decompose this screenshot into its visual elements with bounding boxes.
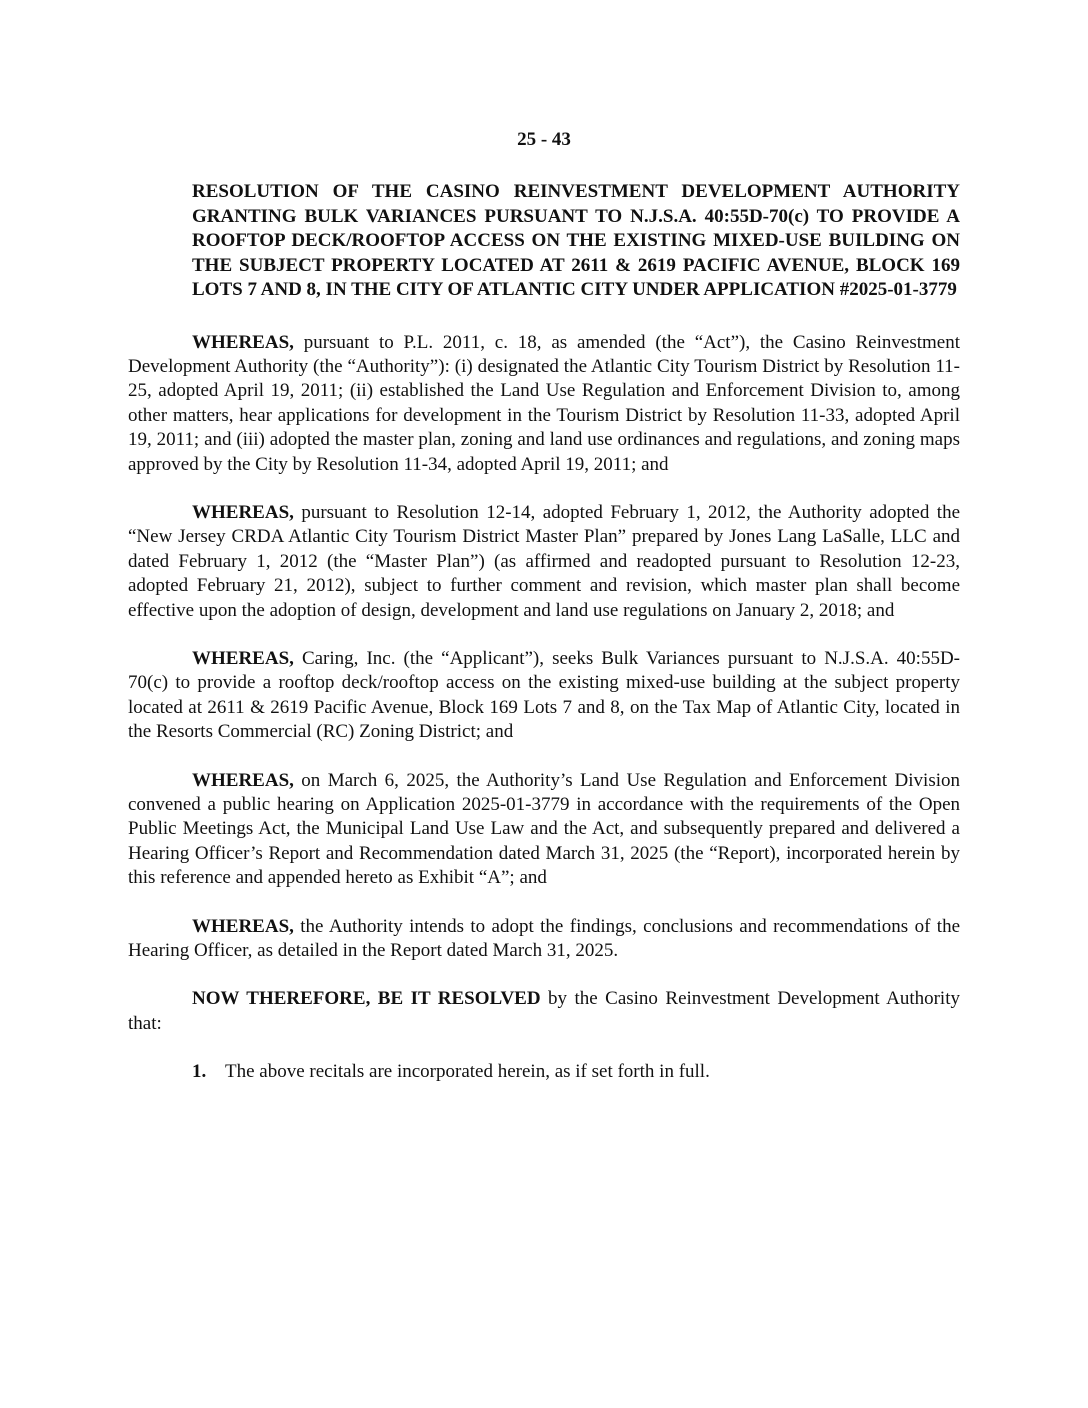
paragraph-text: on March 6, 2025, the Authority’s Land Use Regulation and Enforcement Division convened a public hearing on Application 2025-01-3779 in accordance with the requirements of the Open Public Meetings Act, the Municipal Land Use Law and the Act, and subsequently prepared and delivered a Hearing Officer’s Report and Recommendation dated March 31, 2025 (the “Report), incorporated herein by this reference and appended hereto as Exhibit “A”; and [128,769,960,889]
paragraph-text: pursuant to P.L. 2011, c. 18, as amended (the “Act”), the Casino Reinvestment Development Authority (the “Authority”): (i) designated the Atlantic City Tourism District by Resolution 11-25, adopted April 19, 2011; (ii) established the Land Use Regulation and Enforcement Division to, among other matters, hear applications for development in the Tourism District by Resolution 11-33, adopted April 19, 2011; and (iii) adopted the master plan, zoning and land use ordinances and regulations, and zoning maps approved by the City by Resolution 11-34, adopted April 19, 2011; and [128,331,960,475]
resolution-number: 25 - 43 [517,129,571,150]
paragraph-text: pursuant to Resolution 12-14, adopted February 1, 2012, the Authority adopted the “New Jersey CRDA Atlantic City Tourism District Master Plan” prepared by Jones Lang LaSalle, LLC and dated February 1, 2012 (the “Master Plan”) (as affirmed and readopted pursuant to Resolution 12-23, adopted February 21, 2012), subject to further comment and revision, which master plan shall become effective upon the adoption of design, development and land use regulations on January 2, 2018; and [128,501,960,621]
whereas-paragraph-5 [128,915,960,964]
whereas-paragraph-2 [128,501,960,623]
resolution-title: RESOLUTION OF THE CASINO REINVESTMENT DEVELOPMENT AUTHORITY GRANTING BULK VARIANCES PURSUANT TO N.J.S.A. 40:55D-70(c) TO PROVIDE A ROOFTOP DECK/ROOFTOP ACCESS ON THE EXISTING MIXED-USE BUILDING ON THE SUBJECT PROPERTY LOCATED AT 2611 & 2619 PACIFIC AVENUE, BLOCK 169 LOTS 7 AND 8, IN THE CITY OF ATLANTIC CITY UNDER APPLICATION #2025-01-3779 [192,181,960,300]
document-page [128,128,960,1085]
paragraph-lead: WHEREAS, [192,647,294,669]
whereas-paragraph-4 [128,769,960,891]
paragraph-text: Caring, Inc. (the “Applicant”), seeks Bulk Variances pursuant to N.J.S.A. 40:55D-70(c) to provide a rooftop deck/rooftop access on the existing mixed-use building at the subject property located at 2611 & 2619 Pacific Avenue, Block 169 Lots 7 and 8, on the Tax Map of Atlantic City, located in the Resorts Commercial (RC) Zoning District; and [128,647,960,743]
paragraph-lead: WHEREAS, [192,915,294,937]
paragraph-lead: WHEREAS, [192,331,294,353]
paragraph-text: by the Casino Reinvestment Development Authority that: [128,988,960,1034]
paragraph-lead: NOW THEREFORE, BE IT RESOLVED [192,988,541,1010]
whereas-paragraph-3 [128,647,960,745]
resolution-item-1 [128,1060,960,1084]
item-number: 1. [192,1061,207,1083]
resolved-paragraph [128,987,960,1036]
whereas-paragraph-1 [128,331,960,477]
paragraph-lead: WHEREAS, [192,501,294,523]
item-text: The above recitals are incorporated herein, as if set forth in full. [225,1061,710,1083]
paragraph-lead: WHEREAS, [192,769,294,791]
paragraph-text: the Authority intends to adopt the findings, conclusions and recommendations of the Hearing Officer, as detailed in the Report dated March 31, 2025. [128,915,960,962]
